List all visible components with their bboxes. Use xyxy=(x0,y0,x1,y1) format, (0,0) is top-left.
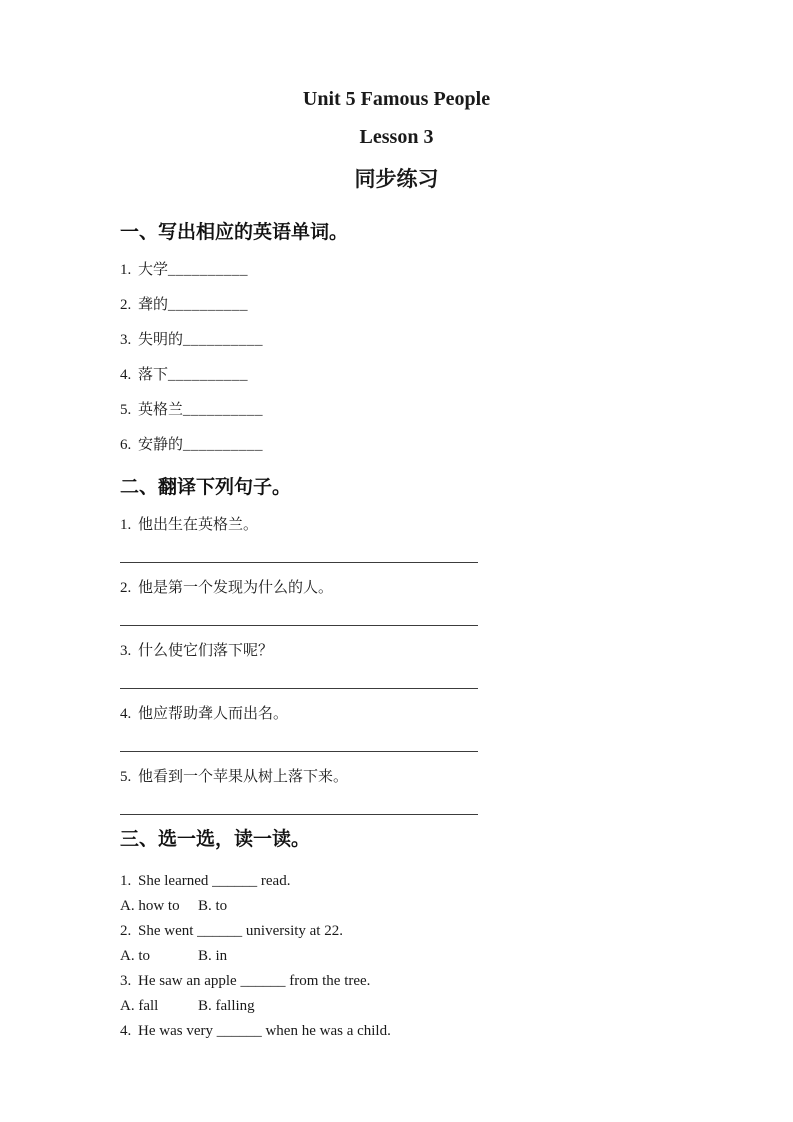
vocab-item xyxy=(120,295,673,315)
lesson-title: Lesson 3 xyxy=(359,126,434,148)
choice-question xyxy=(120,1021,673,1041)
answer-line xyxy=(120,625,478,626)
item-number: 3. xyxy=(120,973,132,989)
item-number: 2. xyxy=(120,580,132,596)
section-translation xyxy=(120,476,673,815)
translation-item xyxy=(120,578,673,626)
sentence-text: 他看到一个苹果从树上落下来。 xyxy=(138,769,349,785)
item-number: 3. xyxy=(120,643,132,659)
vocab-item xyxy=(120,400,673,420)
item-number: 3. xyxy=(120,332,132,348)
translation-item xyxy=(120,767,673,815)
vocab-word: 失明的 xyxy=(138,332,184,348)
vocab-item xyxy=(120,435,673,455)
item-number: 1. xyxy=(120,517,132,533)
answer-blank: __________ xyxy=(183,332,264,348)
item-number: 4. xyxy=(120,367,132,383)
answer-line xyxy=(120,688,478,689)
sentence-text: 他出生在英格兰。 xyxy=(138,517,259,533)
option-b: B. to xyxy=(198,898,228,914)
vocab-item xyxy=(120,330,673,350)
question-stem: She learned ______ read. xyxy=(138,873,291,889)
answer-blank: __________ xyxy=(168,367,249,383)
unit-title: Unit 5 Famous People xyxy=(302,88,491,110)
worksheet-subtitle: 同步练习 xyxy=(354,168,439,191)
choice-question xyxy=(120,971,673,991)
sentence-text: 他是第一个发现为什么的人。 xyxy=(138,580,334,596)
item-number: 5. xyxy=(120,769,132,785)
vocab-word: 英格兰 xyxy=(138,402,184,418)
option-a: A. how to xyxy=(120,898,180,914)
answer-line xyxy=(120,562,478,563)
answer-blank: __________ xyxy=(168,262,249,278)
translation-item xyxy=(120,515,673,563)
answer-blank: __________ xyxy=(168,297,249,313)
choice-options xyxy=(120,996,673,1016)
section-choice xyxy=(120,828,673,1041)
section-three-heading: 三、选一选，读一读。 xyxy=(120,829,311,850)
vocab-word: 安静的 xyxy=(138,437,184,453)
answer-blank: __________ xyxy=(183,402,264,418)
doc-header xyxy=(120,88,673,192)
item-number: 1. xyxy=(120,873,132,889)
question-stem: He was very ______ when he was a child. xyxy=(138,1023,391,1039)
section-one-heading: 一、写出相应的英语单词。 xyxy=(120,222,349,243)
choice-question xyxy=(120,871,673,891)
vocab-item xyxy=(120,365,673,385)
choice-options xyxy=(120,946,673,966)
option-b: B. falling xyxy=(198,998,255,1014)
sentence-text: 他应帮助聋人而出名。 xyxy=(138,706,289,722)
translation-sentence xyxy=(120,641,673,661)
item-number: 2. xyxy=(120,297,132,313)
question-stem: She went ______ university at 22. xyxy=(138,923,343,939)
sentence-text: 什么使它们落下呢？ xyxy=(138,643,274,659)
option-b: B. in xyxy=(198,948,228,964)
section-vocabulary xyxy=(120,221,673,455)
option-a: A. fall xyxy=(120,998,159,1014)
vocab-word: 聋的 xyxy=(138,297,169,313)
answer-line xyxy=(120,814,478,815)
option-a: A. to xyxy=(120,948,150,964)
item-number: 6. xyxy=(120,437,132,453)
answer-line xyxy=(120,751,478,752)
item-number: 2. xyxy=(120,923,132,939)
choice-options xyxy=(120,896,673,916)
item-number: 5. xyxy=(120,402,132,418)
question-stem: He saw an apple ______ from the tree. xyxy=(138,973,371,989)
translation-item xyxy=(120,704,673,752)
vocab-word: 落下 xyxy=(138,367,169,383)
choice-question xyxy=(120,921,673,941)
translation-sentence xyxy=(120,704,673,724)
answer-blank: __________ xyxy=(183,437,264,453)
translation-item xyxy=(120,641,673,689)
vocab-item xyxy=(120,260,673,280)
translation-sentence xyxy=(120,767,673,787)
translation-sentence xyxy=(120,515,673,535)
item-number: 4. xyxy=(120,1023,132,1039)
item-number: 4. xyxy=(120,706,132,722)
item-number: 1. xyxy=(120,262,132,278)
translation-sentence xyxy=(120,578,673,598)
vocab-word: 大学 xyxy=(138,262,169,278)
section-two-heading: 二、翻译下列句子。 xyxy=(120,477,292,498)
